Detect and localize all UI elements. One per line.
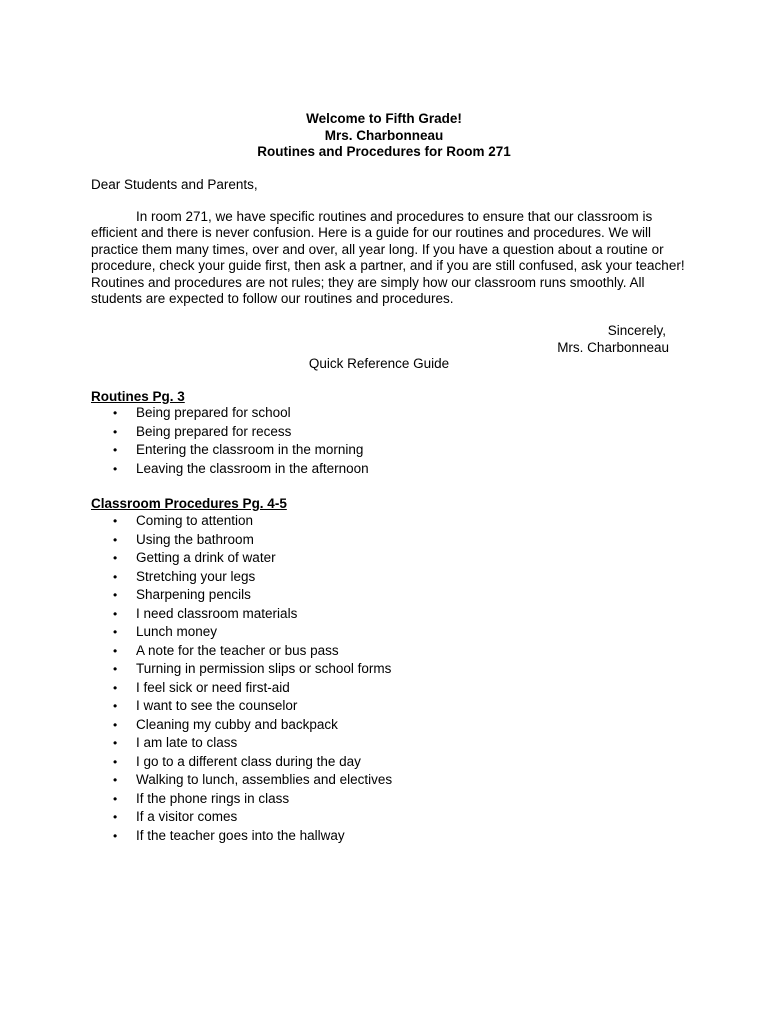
list-item: [0, 423, 369, 442]
list-item-text: Leaving the classroom in the afternoon: [136, 460, 369, 476]
list-item: [0, 642, 392, 661]
list-item-text: Turning in permission slips or school forms: [136, 661, 392, 676]
routines-heading: Routines Pg. 3: [91, 389, 185, 404]
bullet-icon: •: [113, 791, 118, 806]
bullet-icon: •: [113, 717, 118, 732]
list-item-text: I feel sick or need first-aid: [136, 679, 290, 695]
procedures-heading: Classroom Procedures Pg. 4-5: [91, 496, 287, 511]
list-item-text: Walking to lunch, assemblies and electives: [136, 772, 393, 787]
list-item-text: Getting a drink of water: [136, 550, 276, 565]
list-item: [0, 549, 392, 568]
list-item: [0, 771, 392, 790]
list-item-text: Sharpening pencils: [136, 587, 251, 602]
list-item-text: Entering the classroom in the morning: [136, 442, 364, 457]
list-item: [0, 568, 392, 587]
bullet-icon: •: [113, 532, 118, 547]
list-item: [0, 753, 392, 772]
list-item: [0, 679, 392, 698]
list-item-text: If a visitor comes: [136, 809, 238, 824]
list-item-text: Lunch money: [136, 624, 218, 639]
list-item-text: Using the bathroom: [136, 531, 254, 547]
bullet-icon: •: [113, 680, 118, 695]
routines-list: [0, 404, 369, 478]
salutation: Dear Students and Parents,: [91, 177, 258, 192]
list-item: [0, 586, 392, 605]
bullet-icon: •: [113, 828, 118, 843]
bullet-icon: •: [113, 406, 118, 420]
list-item-text: I am late to class: [136, 735, 238, 750]
list-item: [0, 531, 392, 550]
list-item-text: I go to a different class during the day: [136, 753, 361, 769]
list-item-text: Cleaning my cubby and backpack: [136, 716, 338, 732]
list-item-text: If the teacher goes into the hallway: [136, 827, 345, 843]
intro-paragraph: [91, 209, 691, 307]
list-item: [0, 697, 392, 716]
list-item: [0, 808, 392, 827]
list-item-text: I want to see the counselor: [136, 698, 298, 713]
bullet-icon: •: [113, 443, 118, 457]
bullet-icon: •: [113, 699, 118, 713]
list-item: [0, 623, 392, 642]
bullet-icon: •: [113, 643, 118, 658]
bullet-icon: •: [113, 514, 118, 528]
bullet-icon: •: [113, 736, 118, 750]
bullet-icon: •: [113, 810, 118, 824]
document-title-block: [0, 111, 768, 161]
list-item: [0, 827, 392, 846]
bullet-icon: •: [113, 551, 118, 565]
list-item-text: A note for the teacher or bus pass: [136, 642, 339, 658]
bullet-icon: •: [113, 588, 118, 602]
list-item-text: I need classroom materials: [136, 605, 298, 621]
closing-signature-name: Mrs. Charbonneau: [557, 340, 669, 355]
list-item: [0, 441, 369, 460]
list-item: [0, 460, 369, 479]
bullet-icon: •: [113, 606, 118, 621]
bullet-icon: •: [113, 424, 118, 439]
bullet-icon: •: [113, 569, 118, 584]
title-welcome: Welcome to Fifth Grade!: [306, 111, 462, 126]
closing-sincerely: Sincerely,: [607, 323, 666, 338]
list-item: [0, 605, 392, 624]
list-item: [0, 716, 392, 735]
title-room: Routines and Procedures for Room 271: [257, 144, 511, 159]
list-item-text: Being prepared for school: [136, 405, 291, 420]
bullet-icon: •: [113, 773, 118, 787]
bullet-icon: •: [113, 662, 118, 676]
list-item-text: Being prepared for recess: [136, 423, 292, 439]
list-item-text: Stretching your legs: [136, 568, 256, 584]
list-item: [0, 790, 392, 809]
bullet-icon: •: [113, 461, 118, 476]
list-item: [0, 734, 392, 753]
title-teacher-name: Mrs. Charbonneau: [324, 127, 444, 143]
list-item: [0, 404, 369, 423]
quick-reference-title-text: Quick Reference Guide: [308, 356, 450, 371]
quick-reference-title: [0, 356, 768, 373]
bullet-icon: •: [113, 754, 118, 769]
intro-paragraph-text: In room 271, we have specific routines and procedures to ensure that our classroom is efficient and there is never confusion. Here is a guide for our routines and procedures. We will practice them many times, over and over, all year long. If you have a question about a routine or procedure, check your guide first, then ask a partner, and if you are still confused, ask your teacher! Routines and procedures are not rules; they are simply how our classroom runs smoothly. All students are expected to follow our routines and procedures.: [91, 209, 685, 307]
list-item: [0, 512, 392, 531]
procedures-list: [0, 512, 392, 845]
bullet-icon: •: [113, 625, 118, 639]
list-item: [0, 660, 392, 679]
list-item-text: Coming to attention: [136, 513, 254, 528]
list-item-text: If the phone rings in class: [136, 790, 290, 806]
